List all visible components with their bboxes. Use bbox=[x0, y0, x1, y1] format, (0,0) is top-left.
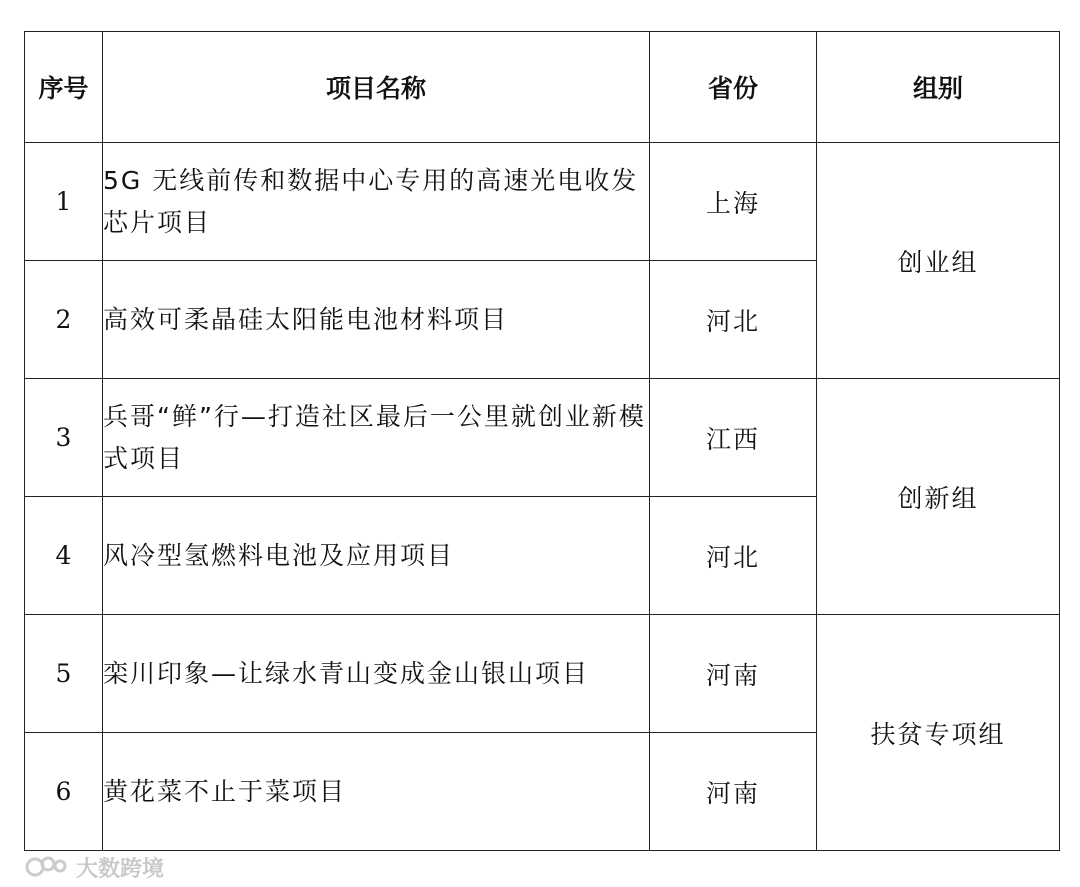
row-seq: 3 bbox=[25, 379, 103, 497]
group-cell: 扶贫专项组 bbox=[817, 615, 1060, 851]
table-row bbox=[25, 143, 1060, 261]
row-project-name: 5G 无线前传和数据中心专用的高速光电收发芯片项目 bbox=[103, 143, 650, 261]
row-project-name: 风冷型氢燃料电池及应用项目 bbox=[103, 497, 650, 615]
header-row bbox=[25, 32, 1060, 143]
table-row bbox=[25, 379, 1060, 497]
header-province: 省份 bbox=[650, 32, 817, 143]
header-name: 项目名称 bbox=[103, 32, 650, 143]
group-cell: 创新组 bbox=[817, 379, 1060, 615]
header-seq: 序号 bbox=[25, 32, 103, 143]
row-project-name: 黄花菜不止于菜项目 bbox=[103, 733, 650, 851]
group-cell: 创业组 bbox=[817, 143, 1060, 379]
projects-table bbox=[24, 31, 1060, 851]
row-seq: 2 bbox=[25, 261, 103, 379]
row-seq: 5 bbox=[25, 615, 103, 733]
row-province: 河南 bbox=[650, 615, 817, 733]
header-group: 组别 bbox=[817, 32, 1060, 143]
row-province: 河北 bbox=[650, 261, 817, 379]
row-province: 江西 bbox=[650, 379, 817, 497]
watermark-logo-icon bbox=[24, 854, 72, 880]
table-row bbox=[25, 615, 1060, 733]
row-province: 河南 bbox=[650, 733, 817, 851]
watermark bbox=[24, 852, 164, 882]
row-project-name: 高效可柔晶硅太阳能电池材料项目 bbox=[103, 261, 650, 379]
row-seq: 6 bbox=[25, 733, 103, 851]
row-province: 河北 bbox=[650, 497, 817, 615]
row-province: 上海 bbox=[650, 143, 817, 261]
watermark-text: 大数跨境 bbox=[76, 856, 165, 882]
row-project-name: 栾川印象—让绿水青山变成金山银山项目 bbox=[103, 615, 650, 733]
row-seq: 4 bbox=[25, 497, 103, 615]
row-project-name: 兵哥“鲜”行—打造社区最后一公里就创业新模式项目 bbox=[103, 379, 650, 497]
row-seq: 1 bbox=[25, 143, 103, 261]
